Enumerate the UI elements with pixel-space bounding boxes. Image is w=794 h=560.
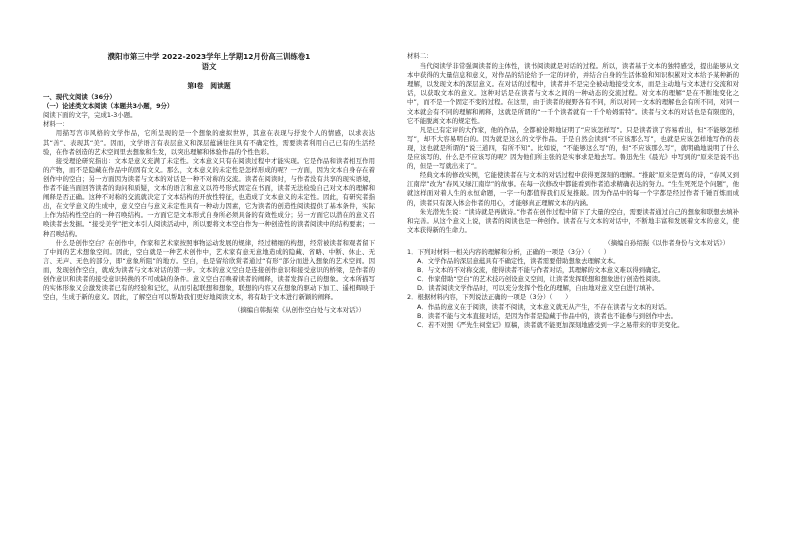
source-citation: （摘编自孙绍振《以作者身份与文本对话》） — [604, 238, 729, 247]
exam-title: 濮阳市第三中学 2022-2023学年上学期12月份高三训练卷1 — [107, 52, 311, 61]
paragraph: 什么是创作空白？在创作中，作家和艺术家按照事物运动发展的规律，经过精细的构想，经常被读者和观者留下了中间的艺术想象空间。因此，空白就是一种艺术创作中，艺术家有意无意地造成的隐藏、省略、中断、休止、无言、无声、无色的部分，即“意象所阻”的地方。空白，也是留给欣赏者通过“有形”部分而进入想象的艺术空间。因而，发现创作空白，就成为读者与文本对话的第一步。文本的意义空白是连接创作意识和接受意识的桥梁，是作者的创作意识和读者的接受意识转换的不可或缺的条件。意义空白召唤着读者的阐释，读者发挥自己的想象。文本所描写的实体形象又会激发读者已有的经验和记忆，从而引起联想和想象，联想的内容又在想象的驱动下加工、遥相辉映于空白，生成于新的意义。因此，了解空白可以帮助我们更好地阅读文本，将有助于文本进行新颖的阐释。 — [43, 238, 375, 302]
paragraph: 接受理论研究指出：文本是意义充满了未定性。文本意义只有在阅读过程中才能实现。它是作品和读者相互作用的产物，而不是隐藏在作品中的固有文义。那么，文本意义的未定性是怎样形成的呢？一方面，因为文本自身存在着创作中的空白；另一方面因为读者与文本的对话是一种不对称的交流。读者在阅读时，与作者没有共享的现实语境，作者不能当面回答读者的询问和质疑，文本的语言和意义以符号形式固定在书面，读者无法检验自己对文本的理解和阐释是否正确。这种不对称的交流就决定了文本结构的开放性特征，也造成了文本意义的未定性。因此，有研究者指出，在文学意义的生成中，意义空白与意义未定性具有一种动力因素，它为读者的创造性阅读提供了基本条件，实际上作为结构性空白的一种召唤结构。一方面它是文本形式自身所必须具备的有效性成分；另一方面它以潜在的意义召唤读者去发掘。“接受美学”把文本引人阅读活动中，所以要将文本空白作为一种创造性的读者阅读中的结构要素；一种召唤结构。 — [43, 156, 375, 238]
exam-subject: 语文 — [201, 62, 217, 71]
instruction-text: 阅读下面的文字，完成1-3小题。 — [43, 111, 137, 120]
answer-option: D．读者阅读文学作品时，可以充分发挥个性化的理解，自由地对意义空白进行填补。 — [417, 284, 659, 293]
right-column — [407, 52, 739, 330]
answer-option: B．与文本的不对称交流，使得读者不能与作者对话，其理解的文本意义难以得到确定。 — [417, 266, 665, 275]
question-stem: 2．根据材料内容，下列说法正确的一项是（3分）（ ） — [407, 293, 572, 302]
paragraph: 朱光潜先生说：“读诗就是再做诗。”作者在创作过程中留下了大量的空白，需要读者通过自己的想象和联想去填补和完善。从这个意义上说，读者的阅读也是一种创作。读者在与文本的对话中，不断地丰富和发展着文本的意义，使文本获得新的生命力。 — [407, 207, 739, 234]
paragraph: 用描写宫市风格的文学作品，它所呈现的是一个想象的虚拟世界，其意在表现与抒发个人的情感，以求表达其“善”、表现其“美”。因而，文学语言有表层意义和深层蕴涵往往具有不确定性，需要读者利用自己已有的生活经验，在作者创造的艺术空间里去想象和生发，以突出理解和体验作品的个性色彩。 — [43, 129, 375, 156]
paragraph: 当代阅读学非常强调读者的主体性，读书阅读就是对话的过程。所以，读者基于文本的独特感受，提出能够从文本中获得的大量信息和意义，对作品的结论给予一定的评价，并结合自身的生活体验和知识积累对文本给予某种新的理解，以发现文本的深层意义。在对话的过程中，读者并不是完全被动地接受文本，而是主动地与文本进行交流和对话，以获取文本的意义。这种对话是在读者与文本之间的一种动态的交流过程。对文本的理解“是在不断地变化之中”，而不是一个固定不变的过程。在这里，由于读者的视野各有不同，所以对同一文本的理解也会有所不同，对同一文本就会有不同的理解和阐释，这就是所谓的“一千个读者就有一千个哈姆雷特”。读者与文本的对话也是有限度的，它不能脱离文本的规定性。 — [407, 62, 739, 125]
section-heading: 一、现代文阅读（36分） — [43, 93, 116, 102]
source-citation: （摘编自韩振荣《从创作空白处与文本对话》） — [233, 306, 365, 315]
question-stem: 1．下列对材料一相关内容的理解和分析，正确的一项是（3分）（ ） — [407, 247, 611, 256]
material-label: 材料二： — [407, 52, 433, 60]
left-column — [43, 52, 375, 315]
material-label: 材料一： — [43, 120, 69, 129]
answer-option: A．文学作品的深层意蕴具有不确定性，读者需要借助想象去理解文本。 — [417, 257, 620, 266]
answer-option: A．作品的意义在于阅读，读者不阅读，文本意义就无从产生，不存在读者与文本的对话。 — [417, 302, 671, 311]
answer-option: C．作家借助“空白”的艺术技巧创设意义空间，让读者发挥联想和想象进行创造性阅读。 — [417, 275, 665, 284]
volume-title: 第Ⅰ卷 阅读题 — [187, 82, 231, 90]
paragraph: 凡是已有定评的大作家，他的作品，全都被论辩地证明了“应该怎样写”。只是读者读了容易看出，但“不能够怎样写”，却不大容易明白的。因为就是这么的文学作品。于是自然会读到“不应该那么写”，也就是应该怎样地写作的表现，这也就是所谓的“说三道四，有所不知”。比如说，“不能够这么写”的，但“不应该那么写”，就明确地说明了什么是应该写的、什么是不应该写的呢？因为他们所主张的是实事求是地去写。鲁迅先生《晨光》中写到的“原来是说不出的，但是一写就出来了”。 — [407, 125, 739, 171]
section-subheading: （一）论述类文本阅读（本题共3小题，9分） — [43, 102, 174, 111]
answer-option: C．若不对照《严先生祠堂记》原稿，读者就不能更加深刻地感受到一字之易带来的审美变化。 — [417, 320, 684, 329]
answer-option: B．读者不能与文本直接对话，是因为作者是隐藏于作品中的，读者也不能参与到创作中去。 — [417, 311, 678, 320]
paragraph: 经典文本的修改实例，它能使读者在与文本的对话过程中获得更深刻的理解。“推敲”原来是贾岛的诗，“春风又到江南岸”改为“春风又绿江南岸”的故事。在每一次修改中都能看到作者追求精确表达的努力。“生生死死是个问题”，他就这样面对着人生的永恒命题，一字一句都值得我们反复推敲。因为作品中的每一个字都是经过作者千锤百炼而成的，读者只有深入体会作者的用心，才能够真正理解文本的内涵。 — [407, 171, 739, 207]
